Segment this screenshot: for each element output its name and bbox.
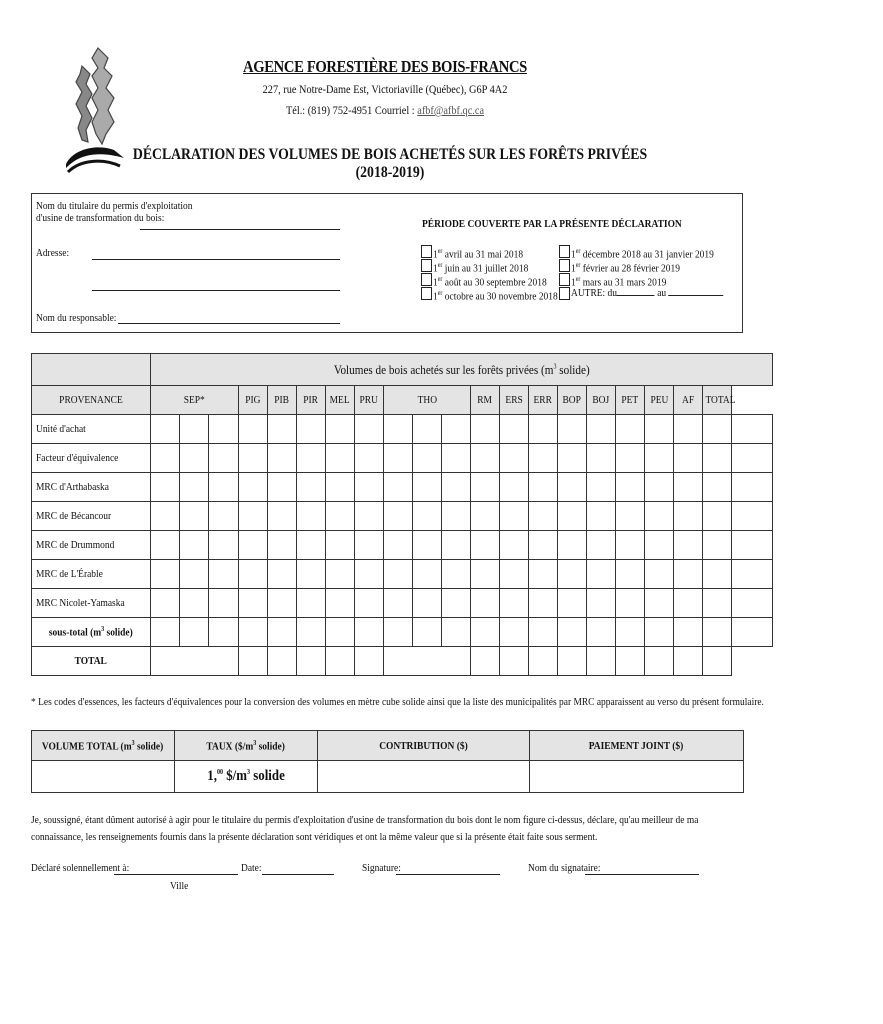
data-cell[interactable] (732, 415, 773, 444)
payment-cell[interactable] (530, 761, 744, 793)
total-label: TOTAL (32, 647, 151, 676)
total-cell[interactable] (268, 647, 297, 676)
data-cell[interactable] (297, 415, 326, 444)
responsible-field[interactable] (118, 323, 340, 324)
data-cell[interactable] (180, 473, 209, 502)
data-cell[interactable] (180, 560, 209, 589)
data-cell[interactable] (268, 618, 297, 647)
data-cell[interactable] (471, 473, 500, 502)
data-cell[interactable] (209, 531, 239, 560)
data-cell[interactable] (529, 618, 558, 647)
signature-field[interactable] (396, 874, 500, 875)
contribution-cell[interactable] (318, 761, 530, 793)
footnote: * Les codes d'essences, les facteurs d'équivalences pour la conversion des volumes en mètre cube solide ainsi que la liste des municipalités par MRC apparaissent au verso du présent formulaire. (31, 696, 764, 708)
data-cell[interactable] (151, 473, 180, 502)
data-cell[interactable] (645, 589, 674, 618)
row-label: Unité d'achat (32, 415, 151, 444)
data-cell[interactable] (471, 560, 500, 589)
data-cell[interactable] (703, 560, 732, 589)
data-cell[interactable] (355, 560, 384, 589)
data-cell[interactable] (442, 531, 471, 560)
data-cell[interactable] (355, 444, 384, 473)
col-header: PET (616, 386, 645, 415)
data-cell[interactable] (384, 444, 413, 473)
holder-name-field[interactable] (140, 229, 340, 230)
volume-total-cell[interactable] (32, 761, 175, 793)
data-cell[interactable] (587, 415, 616, 444)
data-cell[interactable] (151, 560, 180, 589)
data-cell[interactable] (268, 560, 297, 589)
data-cell[interactable] (326, 502, 355, 531)
volumes-title: Volumes de bois achetés sur les forêts privées ($m^3$ solide) (151, 354, 773, 386)
data-cell[interactable] (587, 502, 616, 531)
total-cell[interactable] (500, 647, 529, 676)
data-cell[interactable] (442, 415, 471, 444)
agency-contact (226, 103, 544, 118)
total-row (32, 647, 773, 676)
col-header: ERS (500, 386, 529, 415)
data-cell[interactable] (268, 589, 297, 618)
data-cell[interactable] (645, 415, 674, 444)
col-header: ERR (529, 386, 558, 415)
data-cell[interactable] (732, 618, 773, 647)
data-cell[interactable] (268, 473, 297, 502)
data-cell[interactable] (674, 560, 703, 589)
data-cell[interactable] (209, 589, 239, 618)
data-cell[interactable] (616, 618, 645, 647)
data-cell[interactable] (413, 444, 442, 473)
col-header: RM (471, 386, 500, 415)
data-cell[interactable] (616, 560, 645, 589)
data-cell[interactable] (471, 415, 500, 444)
data-cell[interactable] (384, 415, 413, 444)
checkbox-icon (421, 259, 432, 272)
data-cell[interactable] (384, 589, 413, 618)
col-header: MEL (326, 386, 355, 415)
row-label: MRC d'Arthabaska (32, 473, 151, 502)
col-header: BOJ (587, 386, 616, 415)
data-cell[interactable] (297, 502, 326, 531)
data-cell[interactable] (529, 502, 558, 531)
data-cell[interactable] (151, 531, 180, 560)
col-header: PEU (645, 386, 674, 415)
data-cell[interactable] (500, 560, 529, 589)
data-cell[interactable] (645, 473, 674, 502)
checkbox-icon (559, 287, 570, 300)
row-label: Facteur d'équivalence (32, 444, 151, 473)
total-cell[interactable] (674, 647, 703, 676)
subtotal-row (32, 618, 773, 647)
data-cell[interactable] (587, 589, 616, 618)
volumes-table (31, 353, 773, 676)
data-cell[interactable] (413, 415, 442, 444)
data-cell[interactable] (180, 502, 209, 531)
total-cell[interactable] (703, 647, 732, 676)
data-cell[interactable] (326, 589, 355, 618)
checkbox-icon (559, 259, 570, 272)
data-cell[interactable] (674, 589, 703, 618)
data-cell[interactable] (645, 444, 674, 473)
data-cell[interactable] (500, 502, 529, 531)
data-cell[interactable] (558, 502, 587, 531)
data-cell[interactable] (413, 618, 442, 647)
data-cell[interactable] (355, 589, 384, 618)
data-cell[interactable] (732, 502, 773, 531)
agency-address: 227, rue Notre-Dame Est, Victoriaville (Québec), G6P 4A2 (262, 82, 508, 96)
data-cell[interactable] (326, 415, 355, 444)
data-cell[interactable] (500, 531, 529, 560)
data-cell[interactable] (703, 531, 732, 560)
col-header: BOP (558, 386, 587, 415)
data-cell[interactable] (732, 589, 773, 618)
contribution-header: CONTRIBUTION ($) (318, 731, 530, 761)
data-cell[interactable] (500, 415, 529, 444)
data-cell[interactable] (674, 415, 703, 444)
total-cell[interactable] (239, 647, 268, 676)
data-cell[interactable] (500, 618, 529, 647)
declared-label: Déclaré solennellement à: (31, 862, 130, 874)
data-cell[interactable] (529, 589, 558, 618)
signer-label: Nom du signataire: (528, 862, 601, 874)
data-cell[interactable] (703, 415, 732, 444)
data-cell[interactable] (529, 531, 558, 560)
data-cell[interactable] (239, 415, 268, 444)
col-header: AF (674, 386, 703, 415)
data-cell[interactable] (239, 618, 268, 647)
data-cell[interactable] (151, 589, 180, 618)
col-header: PIR (297, 386, 326, 415)
address-label: Adresse: (36, 247, 70, 259)
data-cell[interactable] (732, 531, 773, 560)
data-cell[interactable] (732, 473, 773, 502)
col-header: THO (384, 386, 471, 415)
data-cell[interactable] (732, 444, 773, 473)
checkbox-icon (421, 273, 432, 286)
data-cell[interactable] (239, 531, 268, 560)
data-cell[interactable] (558, 473, 587, 502)
city-field[interactable] (114, 874, 238, 875)
data-cell[interactable] (413, 531, 442, 560)
data-cell[interactable] (180, 589, 209, 618)
table-row (32, 560, 773, 589)
data-cell[interactable] (180, 531, 209, 560)
holder-name-label: Nom du titulaire du permis d'exploitation d'usine de transformation du bois: (36, 200, 193, 224)
data-cell[interactable] (442, 444, 471, 473)
data-cell[interactable] (297, 444, 326, 473)
table-row (32, 473, 773, 502)
data-cell[interactable] (442, 589, 471, 618)
data-cell[interactable] (500, 589, 529, 618)
data-cell[interactable] (180, 618, 209, 647)
rate-header: TAUX ($\$/m^3$ solide) (175, 731, 318, 761)
email-link[interactable]: afbf@afbf.qc.ca (417, 103, 485, 117)
data-cell[interactable] (442, 560, 471, 589)
data-cell[interactable] (209, 502, 239, 531)
table-row (32, 531, 773, 560)
data-cell[interactable] (326, 531, 355, 560)
table-row (32, 415, 773, 444)
subtotal-label: sous-total ($m^3$ solide) (32, 618, 151, 647)
data-cell[interactable] (180, 444, 209, 473)
row-label: MRC de Drummond (32, 531, 151, 560)
total-cell[interactable] (587, 647, 616, 676)
volume-total-header: VOLUME TOTAL ($m^3$ solide) (32, 731, 175, 761)
data-cell[interactable] (355, 618, 384, 647)
table-row (32, 444, 773, 473)
data-cell[interactable] (674, 473, 703, 502)
data-cell[interactable] (616, 444, 645, 473)
col-header: SEP* (151, 386, 239, 415)
data-cell[interactable] (674, 531, 703, 560)
data-cell[interactable] (209, 415, 239, 444)
col-header: PRU (355, 386, 384, 415)
data-cell[interactable] (616, 502, 645, 531)
data-cell[interactable] (703, 444, 732, 473)
data-cell[interactable] (297, 589, 326, 618)
data-cell[interactable] (355, 473, 384, 502)
data-cell[interactable] (703, 502, 732, 531)
address-field-2[interactable] (92, 290, 340, 291)
data-cell[interactable] (645, 531, 674, 560)
total-cell[interactable] (529, 647, 558, 676)
checkbox-icon (559, 245, 570, 258)
checkbox-icon (421, 287, 432, 300)
data-cell[interactable] (529, 560, 558, 589)
data-cell[interactable] (413, 589, 442, 618)
agency-phone: Tél.: (819) 752-4951 Courriel : (285, 103, 418, 117)
data-cell[interactable] (645, 618, 674, 647)
data-cell[interactable] (239, 560, 268, 589)
data-cell[interactable] (239, 444, 268, 473)
date-field[interactable] (262, 874, 334, 875)
data-cell[interactable] (239, 589, 268, 618)
col-header: TOTAL (703, 386, 732, 415)
data-cell[interactable] (616, 531, 645, 560)
data-cell[interactable] (616, 473, 645, 502)
col-header: PIG (239, 386, 268, 415)
total-cell[interactable] (297, 647, 326, 676)
other-to-field[interactable] (669, 295, 724, 296)
data-cell[interactable] (500, 444, 529, 473)
data-cell[interactable] (209, 473, 239, 502)
data-cell[interactable] (471, 531, 500, 560)
agency-name: AGENCE FORESTIÈRE DES BOIS-FRANCS (243, 57, 527, 76)
table-corner (32, 354, 151, 386)
responsible-label: Nom du responsable: (36, 312, 117, 324)
data-cell[interactable] (384, 618, 413, 647)
data-cell[interactable] (645, 560, 674, 589)
data-cell[interactable] (500, 473, 529, 502)
data-cell[interactable] (413, 473, 442, 502)
total-cell[interactable] (645, 647, 674, 676)
data-cell[interactable] (297, 560, 326, 589)
data-cell[interactable] (703, 589, 732, 618)
agency-logo (58, 44, 128, 180)
data-cell[interactable] (355, 502, 384, 531)
data-cell[interactable] (297, 618, 326, 647)
data-cell[interactable] (151, 444, 180, 473)
data-cell[interactable] (413, 560, 442, 589)
provenance-header: PROVENANCE (32, 386, 151, 415)
table-row (32, 502, 773, 531)
data-cell[interactable] (529, 444, 558, 473)
data-cell[interactable] (529, 473, 558, 502)
data-cell[interactable] (587, 444, 616, 473)
data-cell[interactable] (558, 415, 587, 444)
data-cell[interactable] (209, 444, 239, 473)
data-cell[interactable] (558, 560, 587, 589)
row-label: MRC Nicolet-Yamaska (32, 589, 151, 618)
column-header-row (32, 386, 773, 415)
data-cell[interactable] (326, 618, 355, 647)
checkbox-icon (559, 273, 570, 286)
data-cell[interactable] (442, 502, 471, 531)
data-cell[interactable] (674, 502, 703, 531)
data-cell[interactable] (587, 473, 616, 502)
total-cell[interactable] (384, 647, 471, 676)
data-cell[interactable] (616, 589, 645, 618)
data-cell[interactable] (732, 560, 773, 589)
other-from-field[interactable] (617, 295, 655, 296)
total-cell[interactable] (471, 647, 500, 676)
data-cell[interactable] (209, 618, 239, 647)
total-cell[interactable] (326, 647, 355, 676)
checkbox-icon (421, 245, 432, 258)
data-cell[interactable] (151, 618, 180, 647)
data-cell[interactable] (558, 589, 587, 618)
date-label: Date: (241, 862, 262, 874)
total-cell[interactable] (558, 647, 587, 676)
data-cell[interactable] (471, 589, 500, 618)
data-cell[interactable] (442, 473, 471, 502)
data-cell[interactable] (471, 444, 500, 473)
data-cell[interactable] (355, 415, 384, 444)
data-cell[interactable] (326, 444, 355, 473)
data-cell[interactable] (384, 473, 413, 502)
data-cell[interactable] (645, 502, 674, 531)
form-title: DÉCLARATION DES VOLUMES DE BOIS ACHETÉS SUR LES FORÊTS PRIVÉES (2018-2019) (132, 146, 648, 181)
data-cell[interactable] (326, 473, 355, 502)
data-cell[interactable] (529, 415, 558, 444)
data-cell[interactable] (384, 560, 413, 589)
data-cell[interactable] (413, 502, 442, 531)
data-cell[interactable] (587, 531, 616, 560)
row-label: MRC de L'Érable (32, 560, 151, 589)
data-cell[interactable] (209, 560, 239, 589)
data-cell[interactable] (674, 618, 703, 647)
data-cell[interactable] (471, 502, 500, 531)
data-cell[interactable] (268, 502, 297, 531)
data-cell[interactable] (268, 444, 297, 473)
row-label: MRC de Bécancour (32, 502, 151, 531)
data-cell[interactable] (558, 531, 587, 560)
data-cell[interactable] (326, 560, 355, 589)
total-cell[interactable] (616, 647, 645, 676)
data-cell[interactable] (558, 444, 587, 473)
data-cell[interactable] (268, 415, 297, 444)
data-cell[interactable] (558, 618, 587, 647)
data-cell[interactable] (151, 502, 180, 531)
signer-field[interactable] (585, 874, 699, 875)
total-cell[interactable] (151, 647, 239, 676)
data-cell[interactable] (239, 502, 268, 531)
data-cell[interactable] (355, 531, 384, 560)
data-cell[interactable] (587, 560, 616, 589)
period-title: PÉRIODE COUVERTE PAR LA PRÉSENTE DÉCLARATION (422, 218, 682, 230)
signature-label: Signature: (362, 862, 401, 874)
total-cell[interactable] (355, 647, 384, 676)
holder-box: Nom du titulaire du permis d'exploitation d'usine de transformation du bois: Adresse: Nom du responsable: PÉRIODE COUVERTE PAR LA PRÉSENTE DÉCLARATION 1er avril au 31 mai 2018 1er juin au 31 juillet 2018 1er août au 30 septembre 2018 1er octobre au 30 novembre 2018 1er décembre 2018 au 31 janvier 2019 1er février au 28 février 2019 1er mars au 31 mars 2019 AUTRE: du au (31, 193, 743, 333)
data-cell[interactable] (471, 618, 500, 647)
data-cell[interactable] (151, 415, 180, 444)
data-cell[interactable] (442, 618, 471, 647)
data-cell[interactable] (703, 473, 732, 502)
address-field-1[interactable] (92, 259, 340, 260)
col-header: PIB (268, 386, 297, 415)
rate-value: 1,00 $\$/m^3$ solide (175, 761, 318, 793)
data-cell[interactable] (384, 502, 413, 531)
data-cell[interactable] (297, 473, 326, 502)
payment-header: PAIEMENT JOINT ($) (530, 731, 744, 761)
totals-table (31, 730, 744, 793)
data-cell[interactable] (674, 444, 703, 473)
table-row (32, 589, 773, 618)
data-cell[interactable] (239, 473, 268, 502)
city-label: Ville (170, 880, 189, 892)
data-cell[interactable] (587, 618, 616, 647)
attestation-text: Je, soussigné, étant dûment autorisé à agir pour le titulaire du permis d'exploitation d'usine de transformation du bois dont le nom figure ci-dessus, déclare, qu'au meilleur de ma connaissance, les renseignements fournis dans la présente déclaration sont véridiques et ont la même valeur que si la présente était faite sous serment. (31, 814, 699, 843)
data-cell[interactable] (384, 531, 413, 560)
data-cell[interactable] (180, 415, 209, 444)
data-cell[interactable] (297, 531, 326, 560)
data-cell[interactable] (268, 531, 297, 560)
data-cell[interactable] (703, 618, 732, 647)
data-cell[interactable] (616, 415, 645, 444)
